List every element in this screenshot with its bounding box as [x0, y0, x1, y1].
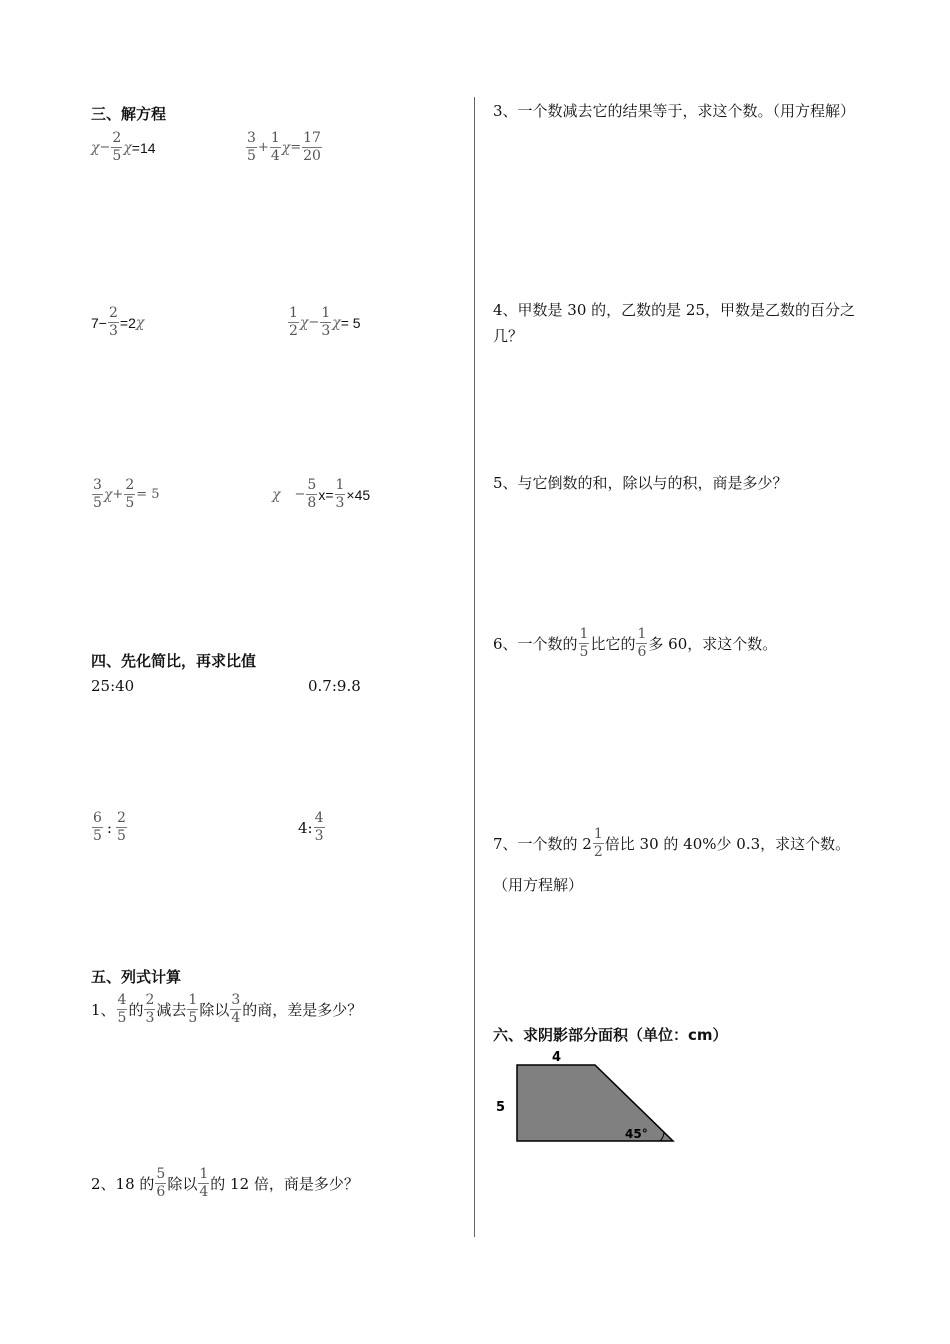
fraction: $\frac{6}{5}$ — [93, 810, 102, 844]
top-length-label: 4 — [552, 1050, 562, 1065]
equation-2: $\frac{3}{5}$ + $\frac{1}{4}$ χ = $\frac{17}{20}$ — [247, 130, 321, 164]
fraction: $\frac{1}{6}$ — [637, 626, 647, 660]
fraction: $\frac{3}{5}$ — [93, 477, 102, 511]
fraction: $\frac{17}{20}$ — [303, 130, 321, 164]
trapezoid-svg — [490, 1046, 690, 1146]
equation-3: 7− $\frac{2}{3}$ =2 χ — [91, 305, 145, 339]
section-6-title: 六、求阴影部分面积（单位：cm） — [493, 1026, 728, 1044]
fraction: $\frac{1}{4}$ — [270, 130, 280, 164]
fraction: $\frac{2}{5}$ — [125, 477, 135, 511]
ratio-2: 0.7:9.8 — [308, 677, 361, 695]
section-5-title: 五、列式计算 — [91, 968, 182, 986]
fraction: $\frac{1}{2}$ — [593, 826, 603, 860]
question-4: 4、甲数是 30 的，乙数的是 25，甲数是乙数的百分之几？ — [493, 301, 856, 345]
ratio-4: 4: $\frac{4}{3}$ — [298, 810, 324, 844]
calc-question-1: 1、 $\frac{4}{5}$ 的 $\frac{2}{3}$ 减去 $\frac{1}{5}$ 除以 $\frac{3}{4}$ 的商，差是多少？ — [91, 992, 363, 1026]
ratio-3: $\frac{6}{5}$ : $\frac{2}{5}$ — [93, 810, 126, 844]
shaded-trapezoid — [517, 1065, 673, 1141]
fraction: $\frac{2}{5}$ — [112, 130, 122, 164]
fraction: $\frac{1}{4}$ — [199, 1166, 209, 1200]
equation-6: χ − $\frac{5}{8}$ x= $\frac{1}{3}$ ×45 — [272, 477, 371, 511]
fraction: $\frac{5}{6}$ — [156, 1166, 166, 1200]
question-5: 5、与它倒数的和，除以与的积，商是多少？ — [493, 474, 788, 492]
question-3: 3、一个数减去它的结果等于，求这个数。（用方程解） — [493, 102, 856, 120]
question-6: 6、一个数的 $\frac{1}{5}$ 比它的 $\frac{1}{6}$ 多 60，求这个数。 — [493, 626, 778, 660]
column-divider — [474, 97, 475, 1237]
fraction: $\frac{4}{3}$ — [314, 810, 324, 844]
fraction: $\frac{1}{2}$ — [289, 305, 298, 339]
calc-question-2: 2、18 的 $\frac{5}{6}$ 除以 $\frac{1}{4}$ 的 12 倍，商是多少？ — [91, 1166, 359, 1200]
trapezoid-figure — [490, 1046, 690, 1146]
fraction: $\frac{2}{3}$ — [108, 305, 118, 339]
question-7: 7、一个数的 2 $\frac{1}{2}$ 倍比 30 的 40%少 0.3，求这个数。 — [493, 826, 851, 860]
fraction: $\frac{3}{4}$ — [231, 992, 241, 1026]
fraction: $\frac{1}{5}$ — [579, 626, 589, 660]
equation-5: $\frac{3}{5}$ χ + $\frac{2}{5}$ = 5 — [93, 477, 160, 511]
fraction: $\frac{3}{5}$ — [247, 130, 256, 164]
equation-1: χ − $\frac{2}{5}$ χ =14 — [91, 130, 156, 164]
section-4-title: 四、先化简比，再求比值 — [91, 652, 257, 670]
equation-4: $\frac{1}{2}$ χ − $\frac{1}{3}$ χ = 5 — [289, 305, 361, 339]
section-3-title: 三、解方程 — [91, 105, 167, 123]
fraction: $\frac{5}{8}$ — [307, 477, 317, 511]
fraction: $\frac{2}{5}$ — [116, 810, 126, 844]
fraction: $\frac{1}{5}$ — [188, 992, 198, 1026]
angle-label: 45° — [625, 1127, 648, 1141]
fraction: $\frac{1}{3}$ — [335, 477, 345, 511]
fraction: $\frac{1}{3}$ — [321, 305, 331, 339]
side-length-label: 5 — [496, 1100, 506, 1115]
fraction: $\frac{2}{3}$ — [145, 992, 155, 1026]
ratio-1: 25:40 — [91, 677, 135, 695]
question-7-note: （用方程解） — [493, 876, 584, 894]
fraction: $\frac{4}{5}$ — [117, 992, 127, 1026]
